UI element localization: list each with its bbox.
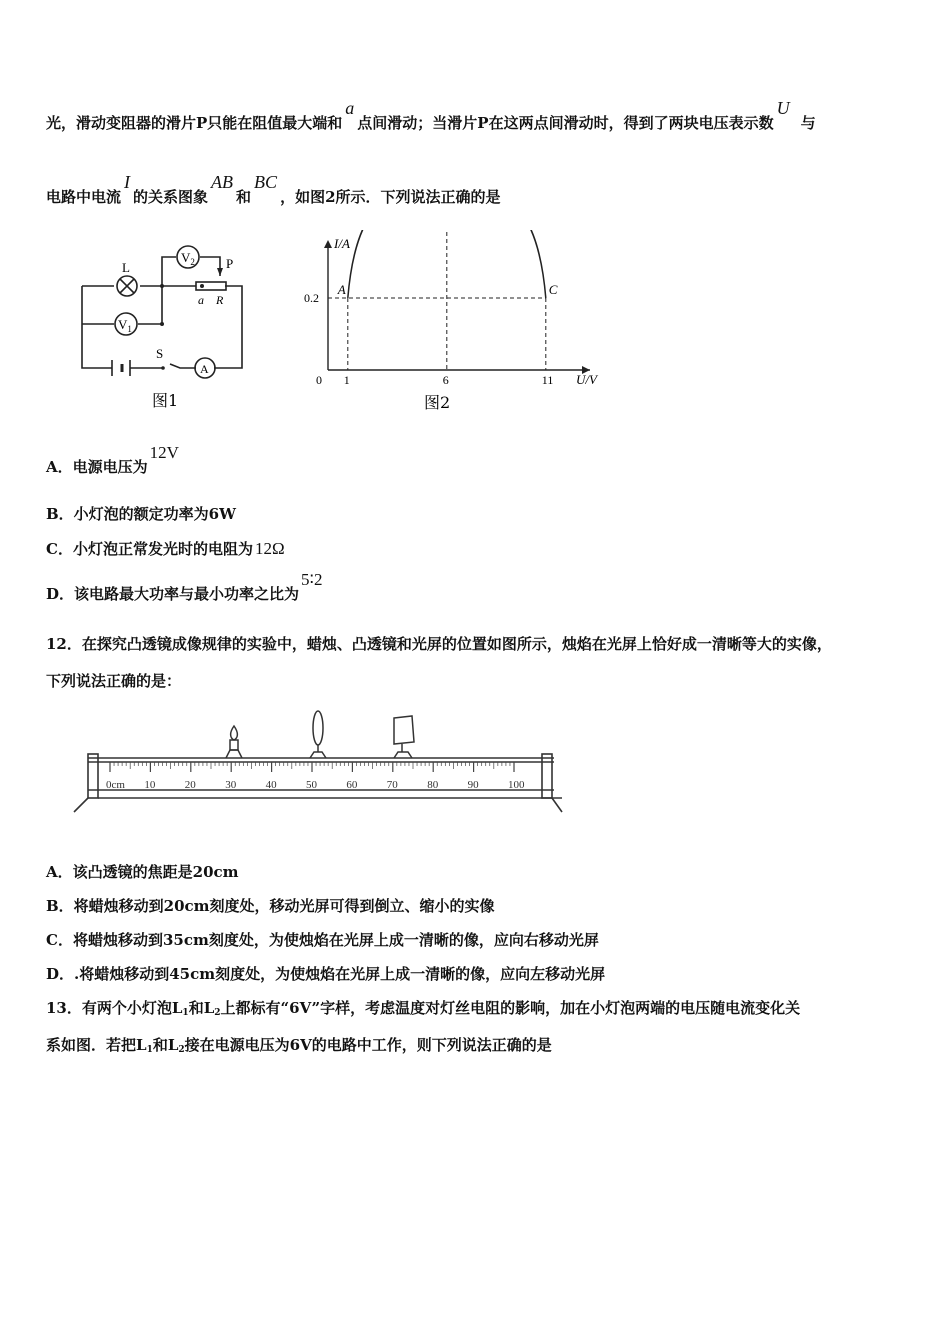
y-tick-0.2: 0.2	[304, 291, 319, 305]
label-a: a	[198, 293, 204, 307]
bench-label-9: 90	[467, 779, 479, 791]
origin-label: 0	[316, 373, 322, 387]
bench-label-2: 20	[184, 779, 196, 791]
bench-label-8: 80	[427, 779, 439, 791]
axis-x-label: U/V	[576, 372, 597, 387]
q12-option-b[interactable]: B．将蜡烛移动到20cm刻度处，移动光屏可得到倒立、缩小的实像	[46, 897, 495, 915]
label-R: R	[216, 293, 224, 307]
option-c-math: 12Ω	[254, 539, 285, 558]
math-BC: BC	[254, 172, 278, 192]
q12-option-c[interactable]: C．将蜡烛移动到35cm刻度处，为使烛焰在光屏上成一清晰的像，应向右移动光屏	[46, 931, 599, 949]
bench-label-3: 30	[225, 779, 237, 791]
math-a: a	[345, 98, 355, 118]
q11-stem-line2: 电路中电流I的关系图象AB和BC，如图2所示．下列说法正确的是	[46, 172, 501, 206]
x-tick-11: 11	[541, 373, 554, 387]
math-U: U	[776, 98, 790, 118]
math-I: I	[124, 172, 131, 192]
convex-lens	[310, 711, 326, 758]
q12-stem-line2: 下列说法正确的是：	[46, 672, 182, 690]
axis-y-label: I/A	[334, 236, 350, 251]
x-tick-6: 6	[442, 373, 449, 387]
label-S: S	[156, 346, 164, 361]
optical-bench	[66, 708, 576, 828]
circuit-diagram	[70, 236, 260, 416]
bench-label-5: 50	[306, 779, 317, 791]
bench-label-7: 70	[386, 779, 398, 791]
light-screen	[394, 716, 414, 758]
option-d-math: 5∶2	[301, 570, 323, 589]
fig1-caption: 图1	[152, 391, 179, 410]
q12-option-d[interactable]: D．.将蜡烛移动到45cm刻度处，为使烛焰在光屏上成一清晰的像，应向左移动光屏	[46, 965, 606, 983]
label-L: L	[122, 260, 130, 275]
label-V2: $V_2$	[181, 250, 195, 267]
label-P: P	[226, 256, 234, 271]
q11-option-d[interactable]: D．该电路最大功率与最小功率之比为5∶2	[46, 570, 323, 603]
q11-stem-line1: 光，滑动变阻器的滑片P只能在阻值最大端和a点间滑动；当滑片P在这两点间滑动时，得到了两块电压表示数U与	[46, 98, 816, 132]
candle	[226, 726, 242, 758]
point-label-c: C	[548, 282, 558, 297]
q13-stem-line1: 13．有两个小灯泡$L_1$和$L_2$上都标有“6V”字样，考虑温度对灯丝电阻的影响，加在小灯泡两端的电压随电流变化关	[46, 999, 801, 1018]
bench-label-4: 40	[265, 779, 277, 791]
q11-option-b[interactable]: B．小灯泡的额定功率为6W	[46, 505, 236, 523]
label-V1: $V_1$	[118, 317, 132, 334]
iu-graph	[290, 230, 610, 415]
q11-option-c[interactable]: C．小灯泡正常发光时的电阻为 12Ω	[46, 539, 285, 558]
x-tick-1: 1	[343, 373, 350, 387]
bench-label-10: 100	[508, 779, 525, 791]
q11-option-a[interactable]: A．电源电压为12V	[46, 443, 179, 476]
bench-label-1: 10	[144, 779, 156, 791]
q12-stem-line1: 12．在探究凸透镜成像规律的实验中，蜡烛、凸透镜和光屏的位置如图所示，烛焰在光屏上恰好成一清晰等大的实像，	[46, 635, 832, 653]
q13-stem-line2: 系如图．若把$L_1$和$L_2$接在电源电压为6V的电路中工作，则下列说法正确的是	[46, 1036, 552, 1055]
q12-option-a[interactable]: A．该凸透镜的焦距是20cm	[46, 863, 239, 881]
point-label-a: A	[337, 282, 346, 297]
label-A-meter: A	[200, 362, 209, 376]
bench-label-0: 0cm	[106, 779, 125, 791]
fig2-caption: 图2	[424, 393, 451, 412]
math-AB: AB	[211, 172, 234, 192]
bench-label-6: 60	[346, 779, 358, 791]
option-a-math: 12V	[149, 443, 179, 462]
